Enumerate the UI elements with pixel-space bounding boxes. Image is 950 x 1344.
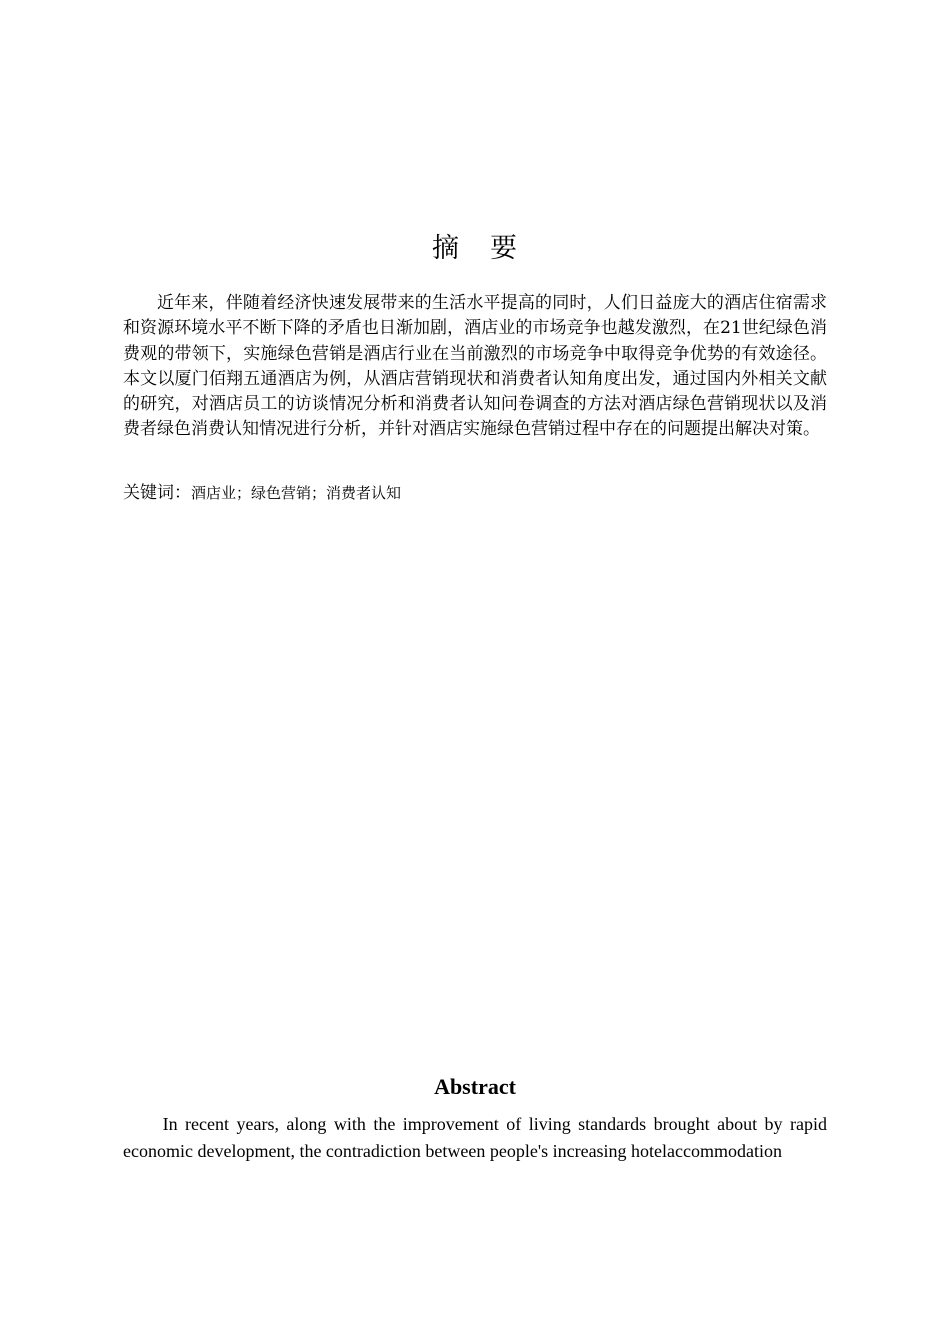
chinese-abstract-title bbox=[0, 226, 950, 265]
keywords-label: 关键词： bbox=[123, 483, 191, 503]
chinese-abstract-body: 近年来，伴随着经济快速发展带来的生活水平提高的同时，人们日益庞大的酒店住宿需求和资源环境水平不断下降的矛盾也日渐加剧，酒店业的市场竞争也越发激烈，在21世纪绿色消费观的带领下，实施绿色营销是酒店行业在当前激烈的市场竞争中取得竞争优势的有效途径。本文以厦门佰翔五通酒店为例，从酒店营销现状和消费者认知角度出发，通过国内外相关文献的研究，对酒店员工的访谈情况分析和消费者认知问卷调查的方法对酒店绿色营销现状以及消费者绿色消费认知情况进行分析，并针对酒店实施绿色营销过程中存在的问题提出解决对策。 bbox=[123, 293, 827, 440]
title-char-2: 要 bbox=[490, 233, 518, 264]
keywords-values: 酒店业；绿色营销；消费者认知 bbox=[191, 484, 402, 502]
chinese-keywords bbox=[123, 481, 827, 505]
english-abstract-title: Abstract bbox=[434, 1074, 516, 1099]
english-abstract-body: In recent years, along with the improvement of living standards brought about by rapid economic development, the contradiction between people's increasing hotelaccommodation bbox=[123, 1114, 827, 1161]
title-char-1: 摘 bbox=[432, 233, 460, 264]
